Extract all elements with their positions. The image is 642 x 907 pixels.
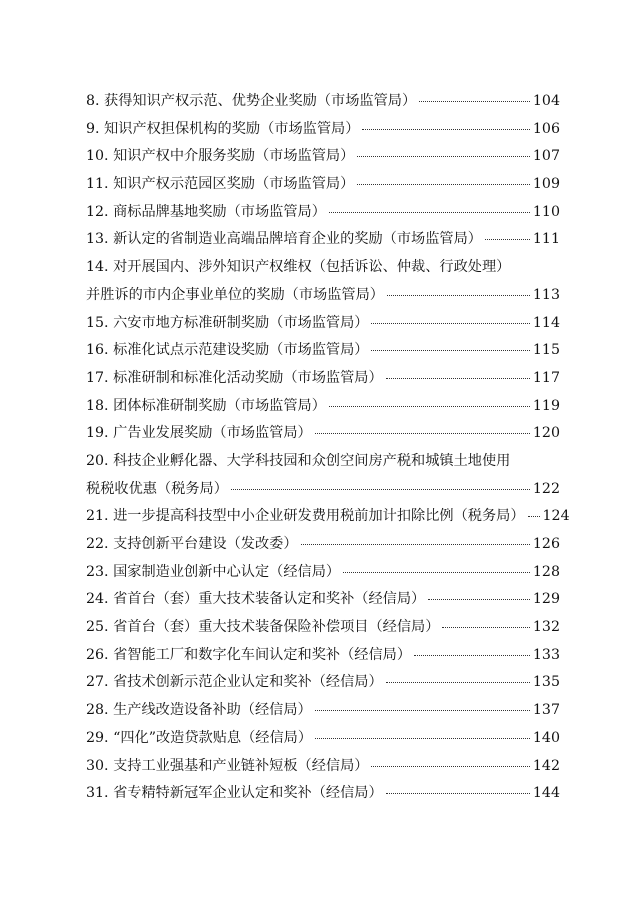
toc-entry[interactable] <box>86 697 560 725</box>
toc-page-number: 104 <box>532 93 560 109</box>
toc-entry-title: 10. 知识产权中介服务奖励（市场监管局） <box>86 148 355 165</box>
dot-leader <box>386 793 530 794</box>
toc-entry-title-line1: 20. 科技企业孵化器、大学科技园和众创空间房产税和城镇土地使用 <box>86 452 511 469</box>
toc-page-number: 120 <box>532 425 560 442</box>
toc-entry[interactable] <box>86 393 560 421</box>
toc-entry-title: 12. 商标品牌基地奖励（市场监管局） <box>86 203 326 220</box>
toc-page-number: 115 <box>532 342 560 359</box>
toc-page-number: 126 <box>532 536 560 552</box>
dot-leader <box>329 406 530 407</box>
toc-entry[interactable] <box>86 143 560 171</box>
toc-entry-title: 16. 标准化试点示范建设奖励（市场监管局） <box>86 342 369 359</box>
toc-entry-title: 13. 新认定的省制造业高端品牌培育企业的奖励（市场监管局） <box>86 231 482 248</box>
toc-page-number: 110 <box>532 203 560 220</box>
dot-leader <box>329 212 530 213</box>
dot-leader <box>301 544 530 545</box>
toc-entry[interactable] <box>86 337 560 365</box>
toc-entry[interactable] <box>86 420 560 448</box>
toc-entry-title: 26. 省智能工厂和数字化车间认定和奖补（经信局） <box>86 646 412 663</box>
toc-entry[interactable] <box>86 642 560 670</box>
toc-page-number: 119 <box>532 397 560 414</box>
toc-entry[interactable] <box>86 88 560 116</box>
toc-entry[interactable] <box>86 226 560 254</box>
toc-entry-title: 17. 标准研制和标准化活动奖励（市场监管局） <box>86 369 383 386</box>
dot-leader <box>357 156 530 157</box>
toc-entry-title: 11. 知识产权示范园区奖励（市场监管局） <box>86 176 355 193</box>
toc-entry-title: 30. 支持工业强基和产业链补短板（经信局） <box>86 757 369 774</box>
toc-entry[interactable] <box>86 559 560 587</box>
toc-page-number: 135 <box>532 674 560 691</box>
toc-entry-title: 31. 省专精特新冠军企业认定和奖补（经信局） <box>86 785 383 802</box>
dot-leader <box>419 101 530 102</box>
toc-entry-title: 21. 进一步提高科技型中小企业研发费用税前加计扣除比例（税务局） <box>86 508 525 525</box>
dot-leader <box>371 766 529 767</box>
toc-page-number: 128 <box>532 563 560 580</box>
toc-entry[interactable] <box>86 282 560 310</box>
toc-entry-title: 22. 支持创新平台建设（发改委） <box>86 536 298 552</box>
toc-page-number: 114 <box>532 314 560 331</box>
dot-leader <box>371 350 529 351</box>
toc-page-number: 106 <box>532 120 560 137</box>
dot-leader <box>315 738 530 739</box>
toc-entry[interactable] <box>86 614 560 642</box>
toc-entry-title: 19. 广告业发展奖励（市场监管局） <box>86 425 312 442</box>
toc-page-number: 124 <box>542 508 570 525</box>
toc-entry[interactable] <box>86 116 560 144</box>
toc-entry[interactable] <box>86 310 560 338</box>
dot-leader <box>442 627 530 628</box>
toc-page-number: 117 <box>532 369 560 386</box>
dot-leader <box>343 572 530 573</box>
dot-leader <box>231 489 530 490</box>
toc-entry[interactable] <box>86 199 560 227</box>
toc-entry-title: 23. 国家制造业创新中心认定（经信局） <box>86 563 341 580</box>
dot-leader <box>528 516 540 517</box>
toc-page-number: 122 <box>532 480 560 497</box>
dot-leader <box>315 710 530 711</box>
toc-entry-title: 27. 省技术创新示范企业认定和奖补（经信局） <box>86 674 383 691</box>
toc-page-number: 109 <box>532 176 560 193</box>
toc-entry[interactable] <box>86 531 560 559</box>
toc-page-number: 111 <box>532 231 560 248</box>
dot-leader <box>485 239 530 240</box>
toc-entry[interactable] <box>86 669 560 697</box>
toc-entry-line[interactable] <box>86 448 560 476</box>
dot-leader <box>386 378 530 379</box>
toc-entry[interactable] <box>86 503 570 531</box>
table-of-contents <box>86 88 570 808</box>
toc-entry[interactable] <box>86 753 560 781</box>
dot-leader <box>371 323 529 324</box>
toc-entry[interactable] <box>86 780 560 808</box>
dot-leader <box>387 295 530 296</box>
toc-entry-title: 8. 获得知识产权示范、优势企业奖励（市场监管局） <box>86 93 417 109</box>
toc-page-number: 113 <box>532 286 560 303</box>
toc-page-number: 144 <box>532 785 560 802</box>
toc-page-number: 142 <box>532 757 560 774</box>
toc-entry-title: 9. 知识产权担保机构的奖励（市场监管局） <box>86 120 360 137</box>
toc-entry-title: 并胜诉的市内企事业单位的奖励（市场监管局） <box>86 286 384 303</box>
toc-page-number: 132 <box>532 619 560 636</box>
toc-entry[interactable] <box>86 586 560 614</box>
toc-entry-title: 28. 生产线改造设备补助（经信局） <box>86 702 312 719</box>
toc-entry-title: 18. 团体标准研制奖励（市场监管局） <box>86 397 326 414</box>
toc-entry-title: 29. “四化”改造贷款贴息（经信局） <box>86 729 313 746</box>
dot-leader <box>428 599 530 600</box>
dot-leader <box>362 129 529 130</box>
toc-page-number: 140 <box>532 729 560 746</box>
dot-leader <box>315 433 530 434</box>
toc-page-number: 133 <box>532 646 560 663</box>
toc-entry-title: 24. 省首台（套）重大技术装备认定和奖补（经信局） <box>86 591 426 608</box>
toc-entry-title: 15. 六安市地方标准研制奖励（市场监管局） <box>86 314 369 331</box>
toc-entry[interactable] <box>86 476 560 504</box>
toc-page-number: 137 <box>532 702 560 719</box>
toc-entry-title: 税税收优惠（税务局） <box>86 480 228 497</box>
toc-entry[interactable] <box>86 171 560 199</box>
toc-entry-title-line1: 14. 对开展国内、涉外知识产权维权（包括诉讼、仲裁、行政处理） <box>86 259 511 276</box>
dot-leader <box>357 184 530 185</box>
dot-leader <box>386 682 530 683</box>
toc-entry[interactable] <box>86 365 560 393</box>
toc-entry-line[interactable] <box>86 254 560 282</box>
toc-entry[interactable] <box>86 725 560 753</box>
toc-page-number: 107 <box>532 148 560 165</box>
toc-entry-title: 25. 省首台（套）重大技术装备保险补偿项目（经信局） <box>86 619 440 636</box>
toc-page-number: 129 <box>532 591 560 608</box>
dot-leader <box>414 655 530 656</box>
